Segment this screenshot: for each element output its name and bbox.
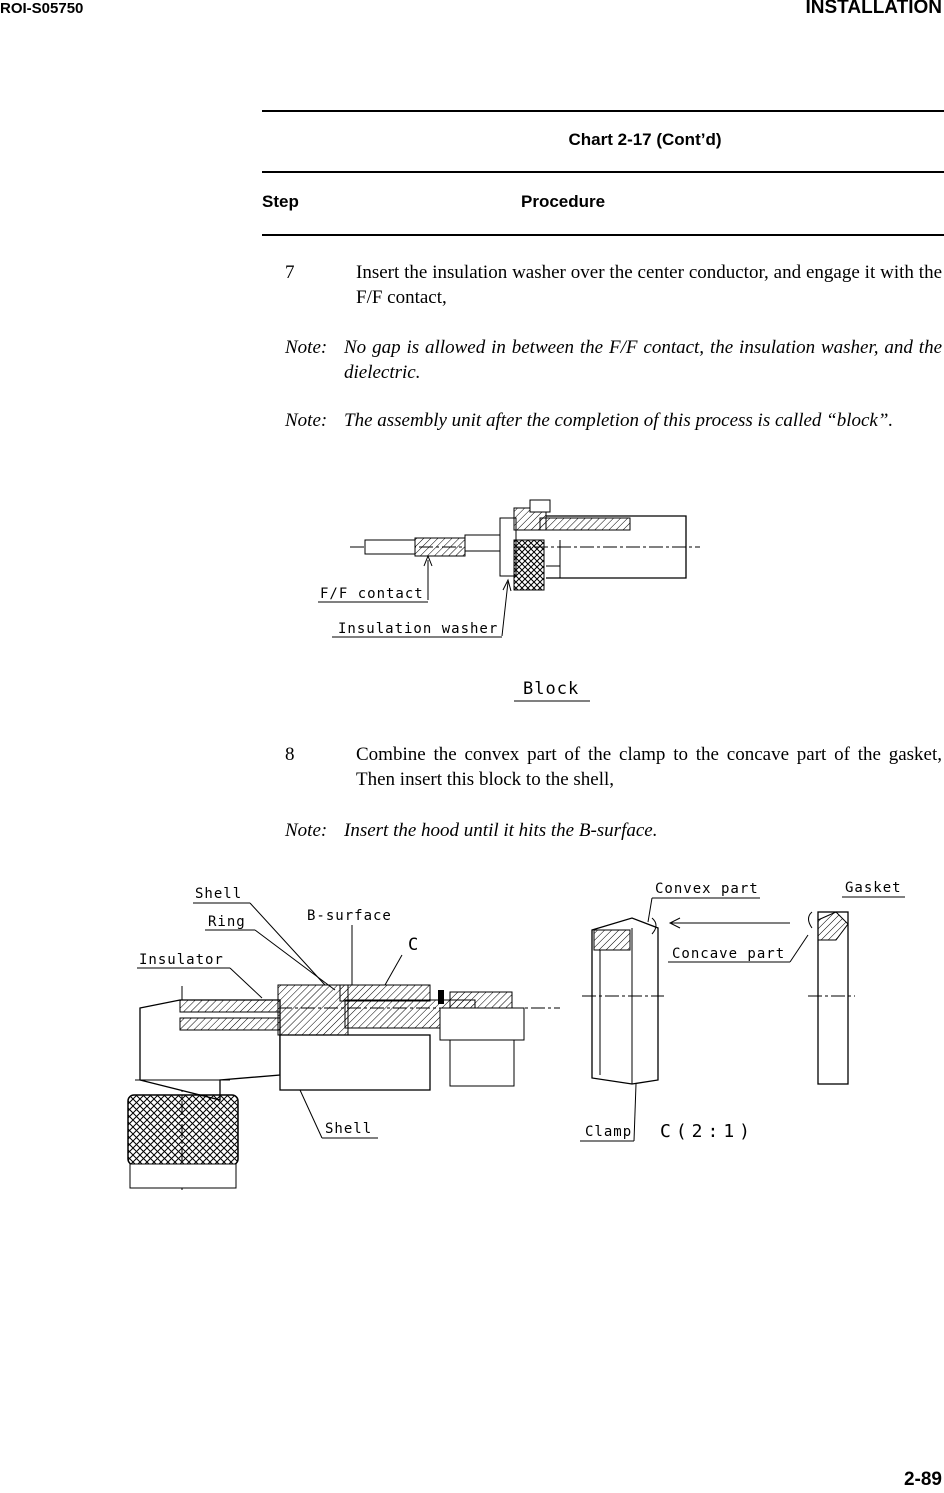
- page-number: 2-89: [903, 1469, 942, 1490]
- section-title: INSTALLATION: [805, 0, 942, 18]
- note-text: Insert the hood until it hits the B-surface.: [344, 820, 658, 841]
- ring-label: Ring: [208, 914, 246, 930]
- block-caption: Block: [523, 679, 580, 699]
- note-text: The assembly unit after the completion of this process is called “block”.: [344, 410, 894, 431]
- chart-title: Chart 2-17 (Cont’d): [568, 130, 722, 149]
- step-number: 8: [285, 744, 295, 765]
- note-label: Note:: [285, 820, 328, 841]
- note-text: No gap is allowed in between the F/F contact, the insulation washer, and the dielectric.: [344, 337, 942, 383]
- b-surface-label: B-surface: [307, 908, 392, 924]
- insulation-washer-label: Insulation washer: [338, 621, 499, 637]
- concave-part-label: Concave part: [672, 946, 786, 962]
- note-label: Note:: [285, 337, 328, 358]
- insulator-label: Insulator: [139, 952, 224, 968]
- column-header-step: Step: [262, 192, 299, 211]
- shell-bottom-label: Shell: [325, 1121, 373, 1137]
- step-text: Insert the insulation washer over the center conductor, and engage it with the F/F contact,: [356, 262, 942, 308]
- column-header-procedure: Procedure: [521, 192, 606, 211]
- document-id: ROI-S05750: [0, 0, 84, 17]
- detail-scale-label: C(2:1): [660, 1121, 756, 1142]
- clamp-label: Clamp: [585, 1124, 633, 1140]
- ff-contact-label: F/F contact: [320, 586, 424, 602]
- step-number: 7: [285, 262, 295, 283]
- convex-part-label: Convex part: [655, 881, 759, 897]
- gasket-label: Gasket: [845, 880, 902, 896]
- c-label: C: [408, 935, 420, 955]
- shell-top-label: Shell: [195, 886, 243, 902]
- step-text: Combine the convex part of the clamp to the concave part of the gasket, Then insert this block to the shell,: [356, 744, 942, 790]
- note-label: Note:: [285, 410, 328, 431]
